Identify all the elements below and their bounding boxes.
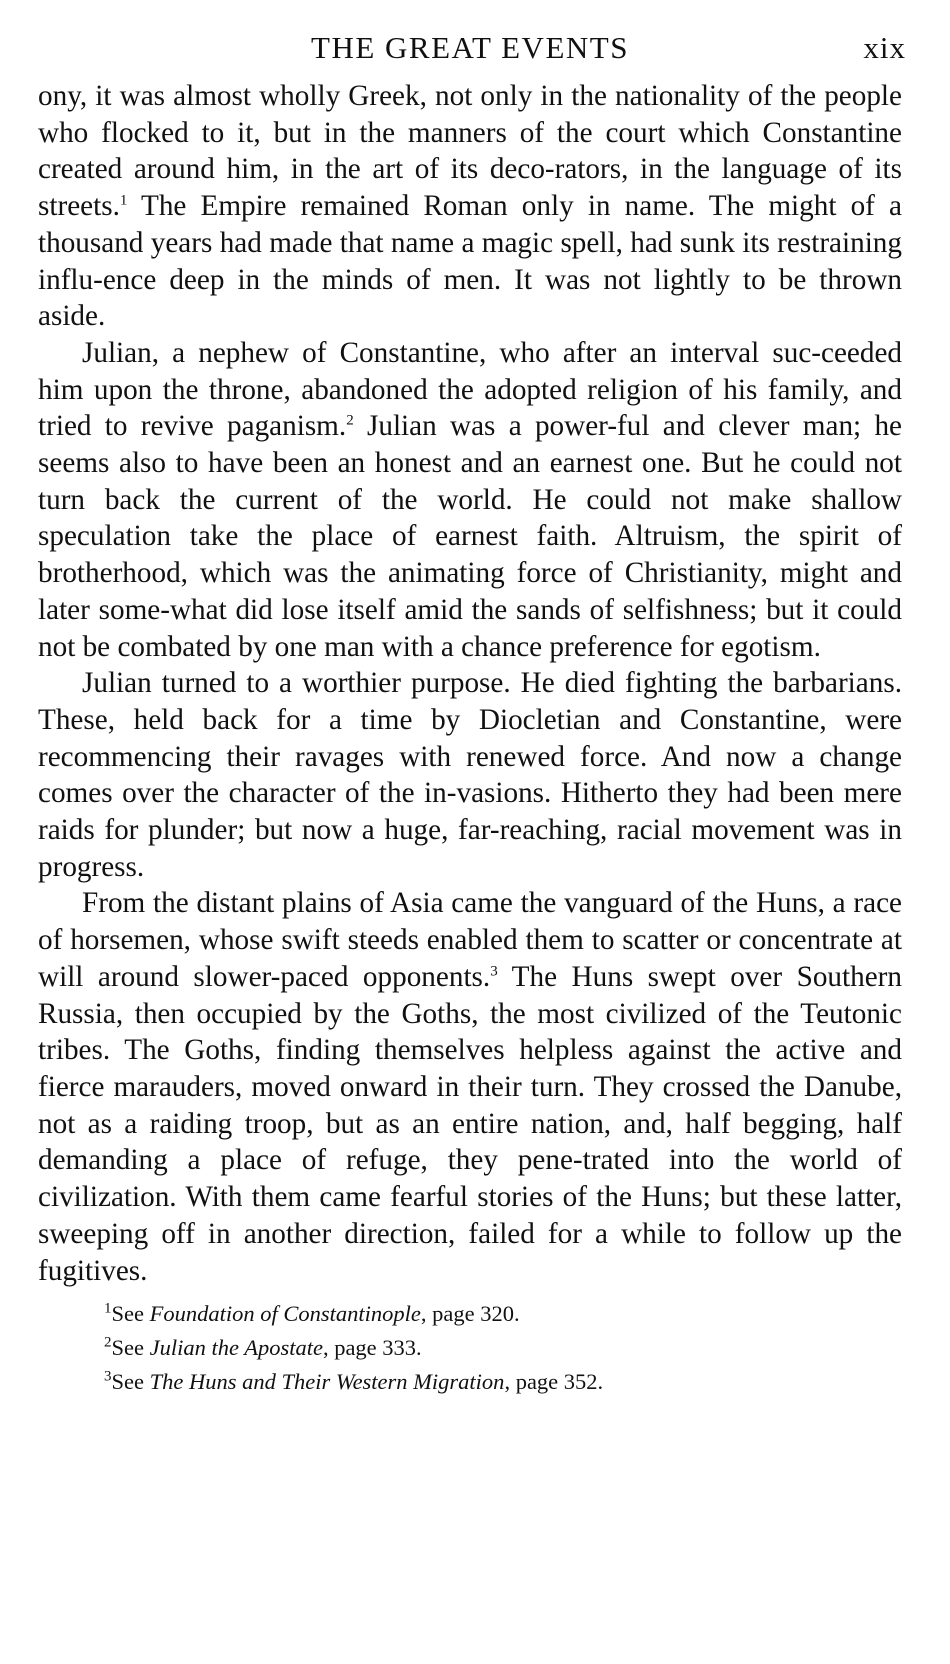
footnote-marker: 3 bbox=[104, 1368, 112, 1385]
paragraph-text: Julian turned to a worthier purpose. He died fighting the barbarians. These, held back for a time by Diocletian and Constantine, were recommencing their ravages with renewed force. And now a change comes over the character of the in-vasions. Hitherto they had been mere raids for plunder; but now a huge, far-reaching, racial movement was in progress. bbox=[38, 667, 902, 883]
paragraph-3 bbox=[38, 665, 902, 885]
footnote-suffix: , page 333. bbox=[322, 1335, 422, 1361]
footnote-marker: 2 bbox=[104, 1334, 112, 1351]
footnote-reference: 1 bbox=[119, 192, 128, 209]
paragraph-2 bbox=[38, 335, 902, 665]
page-number: xix bbox=[863, 30, 906, 65]
footnote-reference: 3 bbox=[490, 963, 498, 980]
footnote-title: The Huns and Their Western Migration bbox=[149, 1369, 505, 1395]
footnote-reference: 2 bbox=[346, 412, 354, 429]
footnote-2 bbox=[104, 1331, 902, 1365]
footnote-prefix: See bbox=[111, 1335, 150, 1361]
footnote-suffix: , page 352. bbox=[504, 1369, 604, 1395]
paragraph-text: From the distant plains of Asia came the vanguard of the Huns, a race of horsemen, whose swift steeds enabled them to scatter or concentrate at will around slower-paced opponents. bbox=[38, 887, 902, 993]
footnote-suffix: , page 320. bbox=[420, 1301, 520, 1327]
footnotes bbox=[38, 1297, 902, 1399]
paragraph-text: Julian, a nephew of Constantine, who after an interval suc-ceeded him upon the throne, abandoned the adopted religion of his family, and tried to revive paganism. bbox=[38, 336, 902, 443]
footnote-title: Foundation of Constantinople bbox=[149, 1301, 421, 1327]
footnote-title: Julian the Apostate bbox=[149, 1335, 323, 1361]
paragraph-text: The Empire remained Roman only in name. The might of a thousand years had made that name a magic spell, had sunk its restraining influ-ence deep in the minds of men. It was not lightly to be thrown aside. bbox=[38, 190, 902, 333]
footnote-1 bbox=[104, 1297, 902, 1331]
paragraph-4 bbox=[38, 885, 902, 1289]
paragraph-text: ony, it was almost wholly Greek, not only in the nationality of the people who flocked to it, but in the manners of the court which Constantine created around him, in the art of its deco-rators, in the language of its streets. bbox=[38, 80, 902, 223]
paragraph-1 bbox=[38, 78, 902, 335]
book-page bbox=[0, 30, 950, 1664]
footnote-prefix: See bbox=[111, 1301, 150, 1327]
footnote-3 bbox=[104, 1365, 902, 1399]
page-header bbox=[38, 30, 906, 78]
footnote-marker: 1 bbox=[104, 1300, 112, 1317]
paragraph-text: The Huns swept over Southern Russia, then occupied by the Goths, the most civilized of the Teutonic tribes. The Goths, finding themselves helpless against the active and fierce marauders, moved onward in their turn. They crossed the Danube, not as a raiding troop, but as an entire nation, and, half begging, half demanding a place of refuge, they pene-trated into the world of civilization. With them came fearful stories of the Huns; but these latter, sweeping off in another direction, failed for a while to follow up the fugitives. bbox=[38, 960, 902, 1287]
footnote-prefix: See bbox=[111, 1369, 150, 1395]
body-text bbox=[38, 78, 902, 1289]
running-title: THE GREAT EVENTS bbox=[311, 30, 629, 65]
paragraph-text: Julian was a power-ful and clever man; he seems also to have been an honest and an earnest one. But he could not turn back the current of the world. He could not make shallow speculation take the place of earnest faith. Altruism, the spirit of brotherhood, which was the animating force of Christianity, might and later some-what did lose itself amid the sands of selfishness; but it could not be combated by one man with a chance preference for egotism. bbox=[38, 410, 902, 663]
